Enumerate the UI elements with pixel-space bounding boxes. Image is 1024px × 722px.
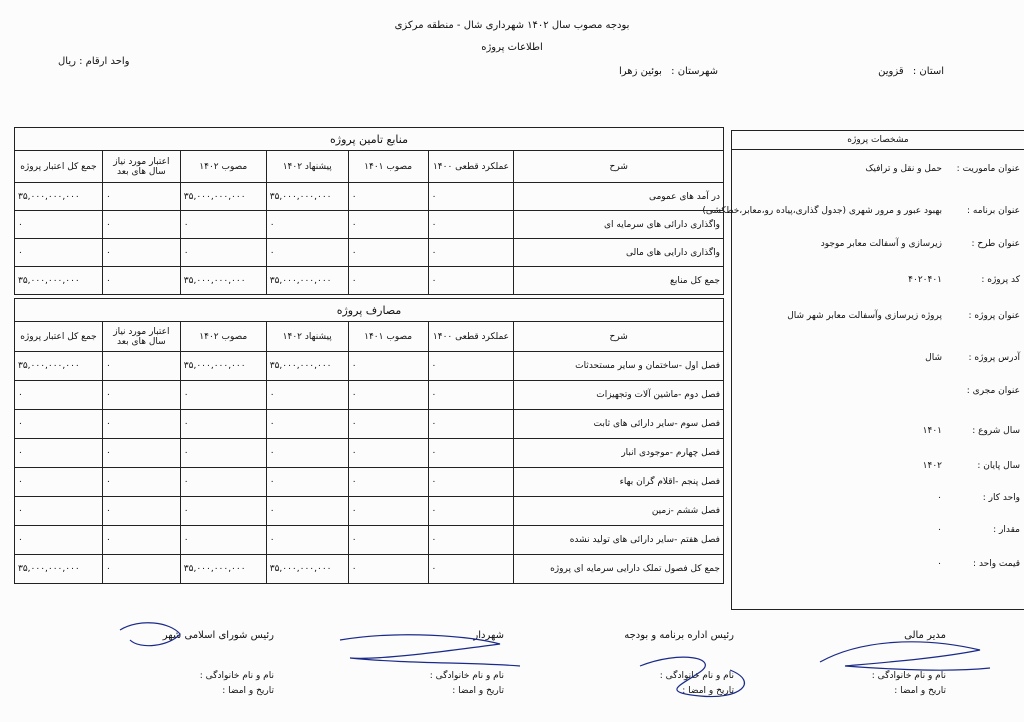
spec-value: ۴۰۲۰۴۰۱ xyxy=(908,275,942,285)
signature-title: شهردار xyxy=(473,630,504,641)
sources-table xyxy=(14,127,724,295)
city-field xyxy=(619,66,718,77)
signature-date-label: تاریخ و امضا : xyxy=(894,686,946,696)
cell-value: ۰ xyxy=(348,183,428,211)
spec-panel xyxy=(702,130,1024,610)
sources-title: منابع تامین پروژه xyxy=(15,128,724,151)
spec-value: حمل و نقل و ترافیک xyxy=(865,164,942,174)
signature-title: رئیس اداره برنامه و بودجه xyxy=(624,630,734,641)
cell-value: ۳۵,۰۰۰,۰۰۰,۰۰۰ xyxy=(180,183,266,211)
column-header: مصوب ۱۴۰۱ xyxy=(348,151,428,183)
spec-value: ۰ xyxy=(937,493,942,503)
signature-name-label: نام و نام خانوادگی : xyxy=(659,671,734,681)
spec-label: سال شروع : xyxy=(972,426,1020,436)
cell-value: ۰ xyxy=(266,410,348,439)
cell-value: ۳۵,۰۰۰,۰۰۰,۰۰۰ xyxy=(180,352,266,381)
cell-value: ۰ xyxy=(15,381,103,410)
spec-label: عنوان برنامه : xyxy=(967,206,1020,216)
cell-value: ۰ xyxy=(180,439,266,468)
cell-value: ۳۵,۰۰۰,۰۰۰,۰۰۰ xyxy=(266,555,348,584)
spec-value: پروژه زیرسازی وآسفالت معابر شهر شال xyxy=(787,311,942,321)
row-description: جمع کل فصول تملک دارایی سرمایه ای پروژه xyxy=(514,555,724,584)
cell-value: ۰ xyxy=(102,555,180,584)
spec-value: بهبود عبور و مرور شهری (جدول گذاری،پیاده رو،معابر،خطکشی) xyxy=(702,206,942,216)
cell-value: ۳۵,۰۰۰,۰۰۰,۰۰۰ xyxy=(266,267,348,295)
table-row xyxy=(15,239,724,267)
spec-value: ۰ xyxy=(937,559,942,569)
cell-value: ۰ xyxy=(428,239,514,267)
cell-value: ۰ xyxy=(266,497,348,526)
column-header: مصوب ۱۴۰۲ xyxy=(180,322,266,352)
city-label: شهرستان : xyxy=(671,66,718,77)
cell-value: ۰ xyxy=(348,211,428,239)
cell-value: ۰ xyxy=(428,352,514,381)
cell-value: ۰ xyxy=(348,239,428,267)
cell-value: ۰ xyxy=(102,497,180,526)
column-header: پیشنهاد ۱۴۰۲ xyxy=(266,151,348,183)
cell-value: ۰ xyxy=(180,211,266,239)
cell-value: ۰ xyxy=(102,439,180,468)
expenses-table xyxy=(14,298,724,584)
column-header: مصوب ۱۴۰۱ xyxy=(348,322,428,352)
table-row xyxy=(15,381,724,410)
province-field xyxy=(878,66,944,77)
row-description: فصل پنجم -اقلام گران بهاء xyxy=(514,468,724,497)
handwritten-signatures xyxy=(0,600,1024,722)
cell-value: ۰ xyxy=(348,410,428,439)
cell-value: ۰ xyxy=(266,468,348,497)
province-label: استان : xyxy=(912,66,944,77)
column-header: شرح xyxy=(514,322,724,352)
cell-value: ۰ xyxy=(15,497,103,526)
cell-value: ۰ xyxy=(180,410,266,439)
table-row xyxy=(15,352,724,381)
cell-value: ۰ xyxy=(266,211,348,239)
spec-label: سال پایان : xyxy=(977,461,1020,471)
document-title: بودجه مصوب سال ۱۴۰۲ شهرداری شال - منطقه مرکزی xyxy=(394,20,630,31)
signature-scribble-council xyxy=(120,623,180,646)
spec-label: عنوان ماموریت : xyxy=(956,164,1020,174)
cell-value: ۰ xyxy=(266,526,348,555)
cell-value: ۰ xyxy=(266,239,348,267)
spec-label: کد پروژه : xyxy=(981,275,1020,285)
spec-label: مقدار : xyxy=(993,525,1020,535)
cell-value: ۰ xyxy=(348,439,428,468)
cell-value: ۰ xyxy=(15,439,103,468)
table-row xyxy=(15,267,724,295)
cell-value: ۰ xyxy=(348,497,428,526)
cell-value: ۰ xyxy=(428,183,514,211)
cell-value: ۰ xyxy=(180,381,266,410)
signature-name-label: نام و نام خانوادگی : xyxy=(871,671,946,681)
cell-value: ۳۵,۰۰۰,۰۰۰,۰۰۰ xyxy=(180,555,266,584)
expenses-title: مصارف پروژه xyxy=(15,299,724,322)
cell-value: ۰ xyxy=(428,267,514,295)
cell-value: ۰ xyxy=(180,497,266,526)
column-header: عملکرد قطعی ۱۴۰۰ xyxy=(428,151,514,183)
signature-name-label: نام و نام خانوادگی : xyxy=(199,671,274,681)
cell-value: ۰ xyxy=(102,267,180,295)
cell-value: ۰ xyxy=(102,381,180,410)
cell-value: ۰ xyxy=(266,381,348,410)
cell-value: ۰ xyxy=(428,526,514,555)
unit-label: واحد ارقام : ریال xyxy=(58,56,130,67)
signature-scribble-finance xyxy=(820,642,990,670)
table-row xyxy=(15,468,724,497)
spec-value: ۰ xyxy=(937,525,942,535)
row-description: فصل چهارم -موجودی انبار xyxy=(514,439,724,468)
cell-value: ۳۵,۰۰۰,۰۰۰,۰۰۰ xyxy=(15,267,103,295)
signature-title: مدیر مالی xyxy=(904,630,946,641)
spec-value: زیرسازی و آسفالت معابر موجود xyxy=(820,239,942,249)
spec-label: عنوان مجری : xyxy=(966,386,1020,396)
cell-value: ۰ xyxy=(266,439,348,468)
signature-date-label: تاریخ و امضا : xyxy=(222,686,274,696)
cell-value: ۰ xyxy=(348,468,428,497)
spec-value: ۱۴۰۲ xyxy=(922,461,942,471)
row-description: فصل دوم -ماشین آلات وتجهیزات xyxy=(514,381,724,410)
spec-value: ۱۴۰۱ xyxy=(922,426,942,436)
spec-label: عنوان پروژه : xyxy=(968,311,1020,321)
signature-scribble-mayor xyxy=(340,635,520,666)
signature-scribble-budget xyxy=(640,657,744,696)
cell-value: ۰ xyxy=(15,410,103,439)
cell-value: ۰ xyxy=(102,526,180,555)
cell-value: ۰ xyxy=(348,526,428,555)
column-header: عملکرد قطعی ۱۴۰۰ xyxy=(428,322,514,352)
column-header: جمع کل اعتبار پروژه xyxy=(15,322,103,352)
row-description: فصل اول -ساختمان و سایر مستحدثات xyxy=(514,352,724,381)
column-header: مصوب ۱۴۰۲ xyxy=(180,151,266,183)
row-description: فصل سوم -سایر دارائی های ثابت xyxy=(514,410,724,439)
table-row xyxy=(15,439,724,468)
cell-value: ۰ xyxy=(102,410,180,439)
cell-value: ۰ xyxy=(348,555,428,584)
cell-value: ۳۵,۰۰۰,۰۰۰,۰۰۰ xyxy=(180,267,266,295)
province-value: قزوین xyxy=(878,66,904,77)
cell-value: ۰ xyxy=(180,239,266,267)
signature-date-label: تاریخ و امضا : xyxy=(682,686,734,696)
cell-value: ۳۵,۰۰۰,۰۰۰,۰۰۰ xyxy=(266,183,348,211)
cell-value: ۰ xyxy=(15,239,103,267)
column-header: پیشنهاد ۱۴۰۲ xyxy=(266,322,348,352)
row-description: فصل هفتم -سایر دارائی های تولید نشده xyxy=(514,526,724,555)
cell-value: ۰ xyxy=(348,381,428,410)
cell-value: ۰ xyxy=(348,352,428,381)
cell-value: ۰ xyxy=(428,497,514,526)
city-value: بوئین زهرا xyxy=(619,66,662,77)
cell-value: ۳۵,۰۰۰,۰۰۰,۰۰۰ xyxy=(15,352,103,381)
cell-value: ۰ xyxy=(428,211,514,239)
spec-label: واحد کار : xyxy=(982,493,1020,503)
column-header: جمع کل اعتبار پروژه xyxy=(15,151,103,183)
cell-value: ۰ xyxy=(15,526,103,555)
cell-value: ۰ xyxy=(15,211,103,239)
cell-value: ۰ xyxy=(428,468,514,497)
row-description: جمع کل منابع xyxy=(514,267,724,295)
row-description: فصل ششم -زمین xyxy=(514,497,724,526)
table-row xyxy=(15,183,724,211)
column-header: اعتبار مورد نیاز سال های بعد xyxy=(102,322,180,352)
cell-value: ۰ xyxy=(102,183,180,211)
document-subtitle: اطلاعات پروژه xyxy=(481,42,543,53)
cell-value: ۰ xyxy=(428,410,514,439)
spec-title: مشخصات پروژه xyxy=(732,131,1024,150)
row-description: در آمد های عمومی xyxy=(514,183,724,211)
cell-value: ۰ xyxy=(348,267,428,295)
cell-value: ۰ xyxy=(102,239,180,267)
table-row xyxy=(15,211,724,239)
cell-value: ۳۵,۰۰۰,۰۰۰,۰۰۰ xyxy=(15,555,103,584)
table-row xyxy=(15,497,724,526)
table-row xyxy=(15,526,724,555)
row-description: واگذاری دارایی های مالی xyxy=(514,239,724,267)
row-description: واگذاری دارائی های سرمایه ای xyxy=(514,211,724,239)
cell-value: ۰ xyxy=(102,352,180,381)
spec-label: قیمت واحد : xyxy=(973,559,1020,569)
cell-value: ۰ xyxy=(102,211,180,239)
cell-value: ۰ xyxy=(428,439,514,468)
signature-date-label: تاریخ و امضا : xyxy=(452,686,504,696)
cell-value: ۰ xyxy=(428,381,514,410)
cell-value: ۳۵,۰۰۰,۰۰۰,۰۰۰ xyxy=(266,352,348,381)
table-row xyxy=(15,410,724,439)
column-header: اعتبار مورد نیاز سال های بعد xyxy=(102,151,180,183)
column-header: شرح xyxy=(514,151,724,183)
spec-value: شال xyxy=(925,353,942,363)
signature-title: رئیس شورای اسلامی شهر xyxy=(162,630,274,641)
cell-value: ۳۵,۰۰۰,۰۰۰,۰۰۰ xyxy=(15,183,103,211)
cell-value: ۰ xyxy=(180,526,266,555)
cell-value: ۰ xyxy=(428,555,514,584)
spec-label: آدرس پروژه : xyxy=(968,353,1020,363)
cell-value: ۰ xyxy=(15,468,103,497)
cell-value: ۰ xyxy=(102,468,180,497)
spec-label: عنوان طرح : xyxy=(971,239,1020,249)
signature-name-label: نام و نام خانوادگی : xyxy=(429,671,504,681)
cell-value: ۰ xyxy=(180,468,266,497)
table-row xyxy=(15,555,724,584)
